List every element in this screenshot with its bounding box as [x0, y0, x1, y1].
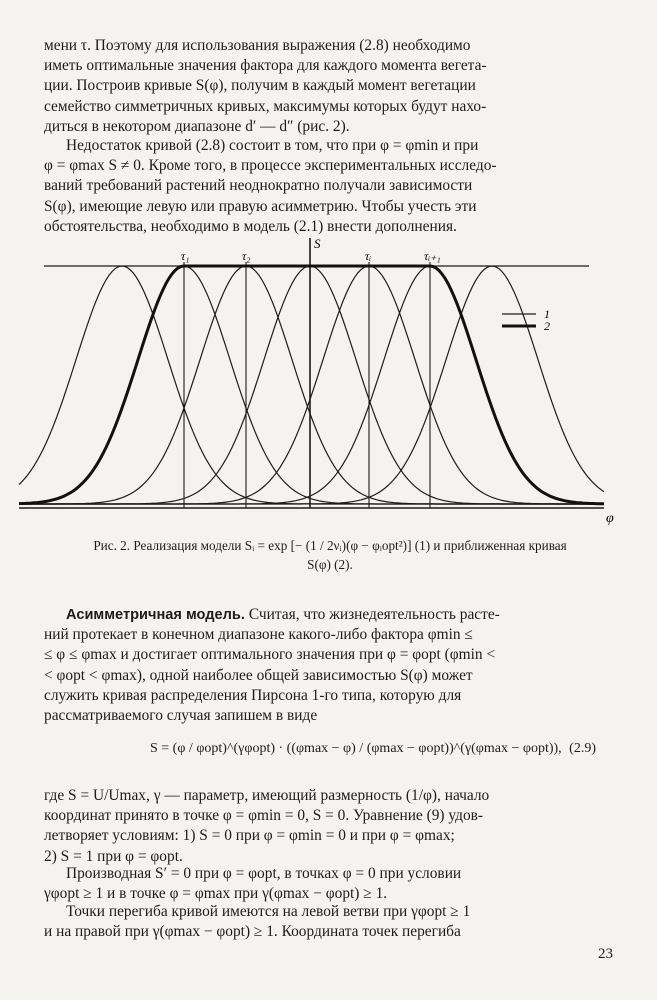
text-line: 2) S = 1 при φ = φopt. [44, 847, 183, 865]
paragraph-6 [44, 902, 612, 942]
text-line: ≤ φ ≤ φmax и достигает оптимального значения при φ = φopt (φmin < [44, 646, 496, 664]
text-line: ции. Построив кривые S(φ), получим в каждый момент вегетации [44, 77, 476, 95]
tau-label-i-plus-1: τᵢ₊₁ [424, 249, 441, 263]
paragraph-5 [44, 864, 612, 904]
text-line: служить кривая распределения Пирсона 1-го типа, которую для [44, 686, 462, 704]
text-line: < φopt < φmax), одной наиболее общей зависимостью S(φ) может [44, 666, 473, 684]
figure-2-curves [14, 232, 644, 532]
text-line: рассматриваемого случая запишем в виде [44, 707, 318, 725]
curve-approximation-2 [19, 266, 604, 504]
paragraph-4 [44, 786, 612, 867]
gaussian-curve-4 [19, 266, 604, 504]
text-line: семейство симметричных кривых, максимумы которых будут нахо- [44, 97, 487, 115]
gaussian-curve-2 [19, 266, 604, 504]
paragraph-1 [44, 36, 612, 137]
text-line: и на правой при γ(φmax − φopt) ≥ 1. Координата точек перегиба [44, 923, 461, 941]
y-axis-label: S [314, 236, 321, 251]
figure-caption [30, 536, 630, 574]
legend-label-1: 1 [544, 307, 550, 321]
legend-label-2: 2 [544, 319, 550, 333]
text-line: летворяет условиям: 1) S = 0 при φ = φmin = 0 и при φ = φmax; [44, 827, 455, 845]
caption-line-2: S(φ) (2). [307, 557, 353, 572]
text-line: обстоятельства, необходимо в модель (2.1) внести дополнения. [44, 217, 457, 235]
tau-label-2: τ₂ [242, 249, 251, 263]
text-line: Производная S′ = 0 при φ = φopt, в точках φ = 0 при условии [66, 865, 462, 882]
gaussian-curve-3 [19, 266, 604, 504]
paragraph-3 [44, 605, 612, 726]
tau-label-1: τ₁ [181, 249, 190, 263]
gaussian-curve-1 [19, 266, 604, 504]
text-line: S(φ), имеющие левую или правую асимметрию. Чтобы учесть эти [44, 197, 477, 215]
gaussian-curve-7 [19, 266, 604, 504]
curve-family-1 [19, 266, 604, 504]
text-line: диться в некотором диапазоне d′ — d″ (рис. 2). [44, 117, 350, 135]
text-line: γφopt ≥ 1 и в точке φ = φmax при γ(φmax − φopt) ≥ 1. [44, 885, 388, 903]
tau-label-i: τᵢ [365, 249, 372, 263]
gaussian-curve-5 [19, 266, 604, 504]
equation-number: (2.9) [569, 741, 596, 756]
text-line: где S = U/Umax, γ — параметр, имеющий размерность (1/φ), начало [44, 787, 490, 804]
paragraph-2 [44, 136, 612, 237]
text-line: координат принято в точке φ = φmin = 0, S = 0. Уравнение (9) удов- [44, 807, 484, 825]
x-axis-label: φ [606, 511, 614, 526]
text-line: Недостаток кривой (2.8) состоит в том, что при φ = φmin и при [66, 137, 479, 154]
page-number: 23 [598, 946, 613, 962]
text-line [44, 605, 612, 625]
text-line: иметь оптимальные значения фактора для каждого момента вегета- [44, 57, 487, 75]
gaussian-curve-6 [19, 266, 604, 504]
text-line: ний протекает в конечном диапазоне какого-либо фактора φmin ≤ [44, 626, 473, 644]
text-line: мени τ. Поэтому для использования выражения (2.8) необходимо [44, 37, 471, 54]
caption-line-1: Рис. 2. Реализация модели Sᵢ = exp [− (1 / 2νᵢ)(φ − φᵢopt²)] (1) и приближенная кривая [93, 538, 567, 553]
text-line: Точки перегиба кривой имеются на левой ветви при γφopt ≥ 1 [66, 903, 471, 920]
section-heading: Асимметричная модель. [66, 607, 245, 623]
text-span: Считая, что жизнедеятельность расте- [248, 606, 500, 623]
text-line: φ = φmax S ≠ 0. Кроме того, в процессе экспериментальных исследо- [44, 157, 497, 175]
equation-2-9 [150, 733, 620, 773]
equation-expression: S = (φ / φopt)^(γφopt) · ((φmax − φ) / (φmax − φopt))^(γ(φmax − φopt)), [150, 741, 562, 756]
text-line: ваний требований растений неоднократно получали зависимости [44, 177, 473, 195]
